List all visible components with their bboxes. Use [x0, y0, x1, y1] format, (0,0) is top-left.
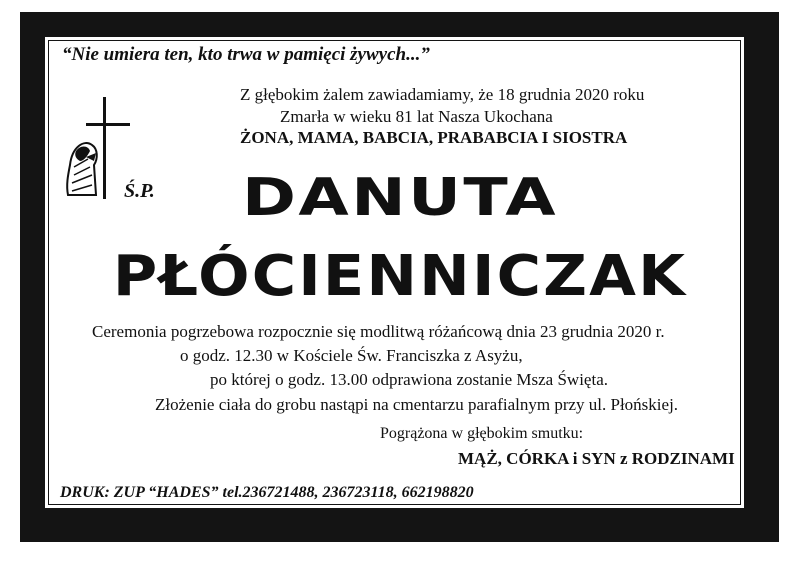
ceremony-line: Ceremonia pogrzebowa rozpocznie się modlitwą różańcową dnia 23 grudnia 2020 r.: [92, 322, 665, 341]
ceremony-line: o godz. 12.30 w Kościele Św. Franciszka z Asyżu,: [180, 346, 523, 365]
ceremony-line: po której o godz. 13.00 odprawiona zostanie Msza Święta.: [210, 370, 608, 389]
family-line: MĄŻ, CÓRKA i SYN z RODZINAMI: [458, 449, 735, 468]
ceremony-line: Złożenie ciała do grobu nastąpi na cmentarzu parafialnym przy ul. Płońskiej.: [155, 395, 679, 414]
sp-label: Ś.P.: [124, 180, 155, 202]
last-name: PŁÓCIENNICZAK: [112, 244, 688, 309]
age-line: Zmarła w wieku 81 lat Nasza Ukochana: [280, 107, 553, 126]
printer-line: DRUK: ZUP “HADES” tel.236721488, 236723118, 662198820: [60, 484, 474, 501]
first-name: DANUTA: [241, 168, 559, 228]
relations-line: ŻONA, MAMA, BABCIA, PRABABCIA I SIOSTRA: [240, 128, 628, 147]
mourning-line: Pogrążona w głębokim smutku:: [380, 425, 584, 442]
intro-line: Z głębokim żalem zawiadamiamy, że 18 grudnia 2020 roku: [240, 85, 645, 104]
quote: “Nie umiera ten, kto trwa w pamięci żywych...”: [62, 44, 430, 65]
